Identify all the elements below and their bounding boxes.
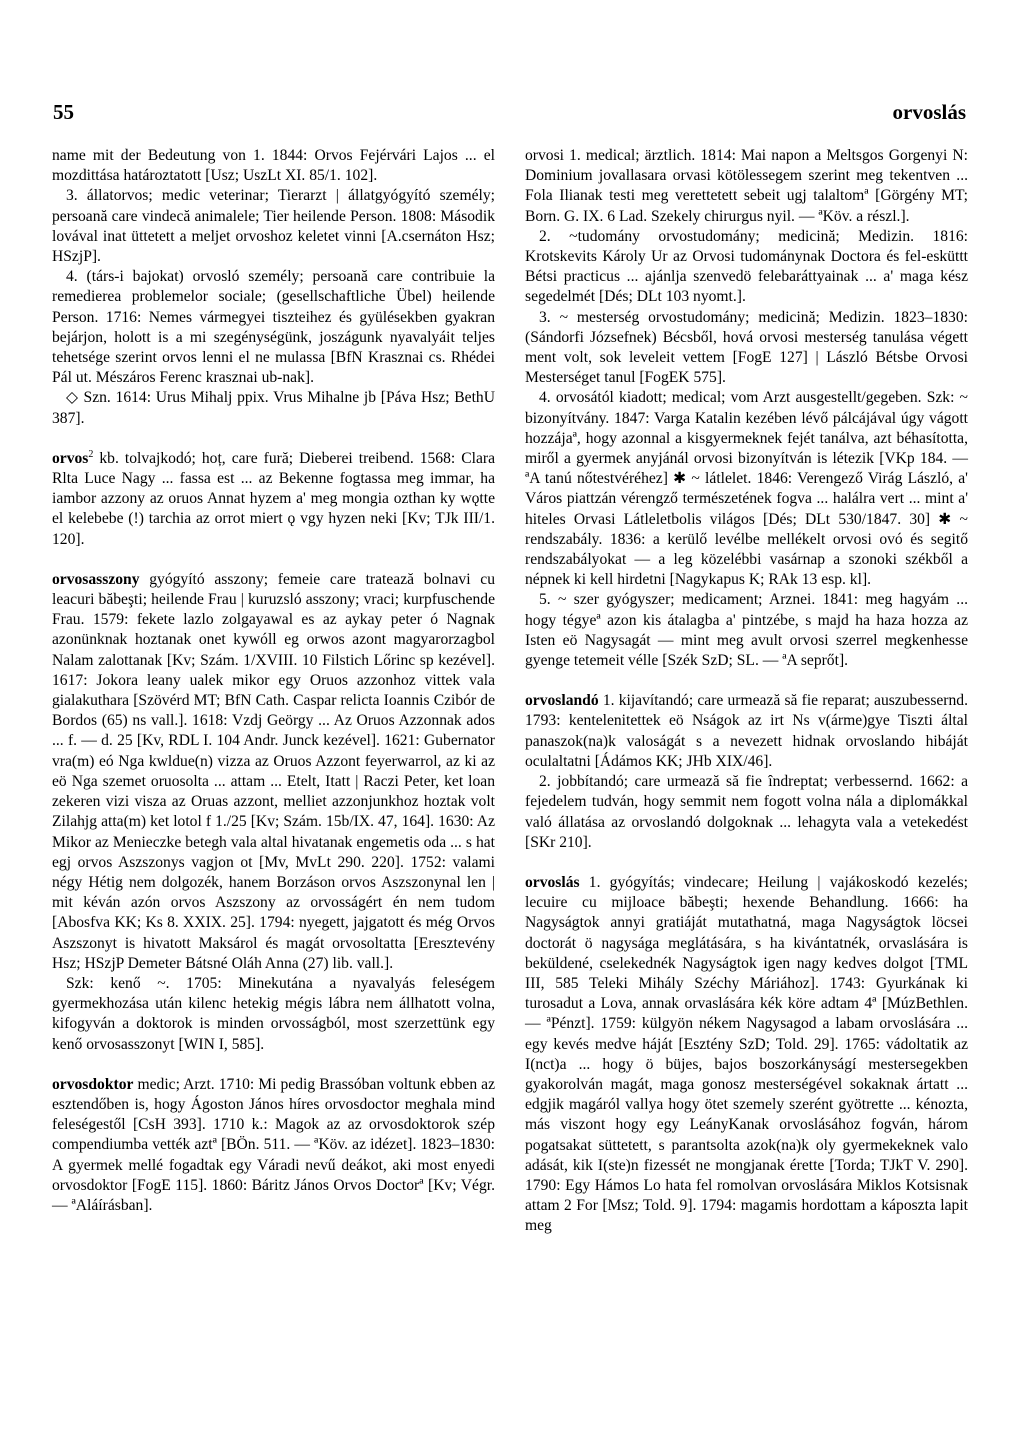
paragraph: ◇ Szn. 1614: Urus Mihalj ppix. Vrus Mihalne jb [Páva Hsz; BethU 387].	[52, 389, 495, 427]
headword: orvosasszony	[52, 570, 140, 588]
paragraph: 2. ~tudomány orvostudomány; medicină; Medizin. 1816: Krotskevits Károly Ur az Orvosi tudománynak Doctora és fel-esküttt Bétsi practicus ... ajánlja szenvedö felebaráttyainak ... a' maga kész segedelmét [Dés; DLt 103 nyomt.].	[525, 227, 968, 306]
left-column	[52, 146, 495, 1236]
entry-orvosasszony	[52, 570, 495, 1055]
page-number: 55	[53, 100, 74, 124]
definition-text: gyógyító asszony; femeie care tratează bolnavi cu leacuri băbeşti; heilende Frau | kuruzsló asszony; vraci; kurpfuschende Frau. 1579: fekete lazlo zolgayawal es az aykay peter ó Nagnak azonünknak hoztanak onet kywóll eg orwos azont magyarorzagbol Nalam zalottanak [Kv; Szám. 1/XVIII. 10 Filstich Lőrinc sp kezével]. 1617: Jokora leany ualek mikor egy Oruos azzonhoz vittek vala gialakuthara [Szövérd MT; BfN Cath. Caspar relicta Ioannis Czibór de Bordos (65) ns vall.]. 1618: Vzdj Geörgy ... Az Oruos Azzonnak ados ... f. — d. 25 [Kv, RDL I. 104 Andr. Junck kezével]. 1621: Gubernator vra(m) eó Nga kwldue(n) vizza az Oruos Azzont feyerwarrol, az ki az eö Nga szemet oruosolta ... attam ... Etelt, Itatt | Raczi Peter, ket loan zekeren vizi visza az Oruas azzont, melliet azzonjunkhoz hoztak volt Zilahjg atta(m) ket lotol f 1./25 [Kv; Szám. 15b/IX. 47, 164]. 1630: Az Mikor az Menieczke betegh vala altal hivatanak engemetis oda ... s hat egj orvos Aszszonys vagjon ot [Mv, MvLt 290. 220]. 1752: valami négy Hétig nem dolgozék, hanem Borzáson orvos Aszszonynal len | mit kéván azón orvos Aszszony az orvosságért én nem tudom [Abosfva KK; Ks 8. XXIX. 25]. 1794: nyegett, jajgatott és még Orvos Aszszonyt is hivatott Maksárol és magát orvosoltatta [Eresztevény Hsz; HSzjP Demeter Bátsné Oláh Anna (27) lib. vall.].	[52, 570, 495, 972]
paragraph: 4. (társ-i bajokat) orvosló személy; persoană care contribuie la remedierea problemelor sociale; (gesellschaftliche Übel) heilende Person. 1716: Nemes vármegyei tiszteihez és gyülésekben gyakran bejárjon, holott is a mi szegénységünk, joszágunk nyavalyáit teljes tehetsége szerint orvos lenni el ne mulassa [BfN Krasznai cs. Rhédei Pál ut. Mészáros Ferenc krasznai ub-nak].	[52, 268, 495, 387]
definition-text: kb. tolvajkodó; hoț, care fură; Dieberei treibend. 1568: Clara Rlta Luce Nagy ... fassa est ... az Bekenne fogtassa meg immar, ha iambor azzony az oruos Annat hyzem a' meg mongia ozthan ky wǫtte el kelebebe (!) tarchia az orrot miert ǫ vgy hyzen neki [Kv; TJk III/1. 120].	[52, 449, 495, 548]
definition-text: 1. kijavítandó; care urmează să fie reparat; auszubessernd. 1793: kentelenitettek eö Nságok az irt Ns v(árme)gye Tiszti által panaszok(na)k valoságát s a nevezett hidnak orvoslando hibáját oculaltatni [Ádámos KK; JHb XIX/46].	[525, 692, 968, 770]
paragraph: 3. ~ mesterség orvostudomány; medicină; Medizin. 1823–1830: (Sándorfi Józsefnek) Bécsből, hová orvosi mesterség tanulása végett ment volt, sok leveleit vettem [FogE 127] | László Bétsbe Orvosi Mesterséget tanul [FogEK 575].	[525, 308, 968, 387]
running-head: orvoslás	[892, 100, 966, 124]
definition-text: 1. gyógyítás; vindecare; Heilung | vajákoskodó kezelés; lecuire cu mijloace băbeşti; hexende Behandlung. 1666: ha Nagyságtok annyi gratiáját mutathatná, maga Nagyságtok löcsei doctorát ö nagysága meglátására, s ha kivántatnék, orvaslására is beküldené, cselekednék Nagyságtok igen nagy kedves dolgot [TML III, 585 Teleki Mihály Széchy Máriához]. 1743: Gyurkának ki turosadut a Lova, annak orvaslására kék köre adtam 4ª [MúzBethlen. — ªPénzt]. 1759: külgyön nékem Nagysagod a labam orvoslására ... egy kevés medve háját [Esztény SzD; Told. 29]. 1765: vádoltatik az I(nct)a ... hogy ö büjes, bajos boszorkányságí mestersegekben gyakorolván magát, maga gonosz mesterségével sokaknak ártatt ... edgjik magáról vallya hogy ötet szemely szerént gyötrette ... kénozta, más viszont hogy egy LeányKanak orvoslásához fogván, három pogatsakat süttetett, s parantsolta azok(na)k oly gyermekeknek valo adását, kik I(ste)n fizessét ne mongjanak érette [Torda; TJkT V. 290]. 1790: Egy Hámos Lo hata fel romolvan orvoslására Miklos Kotsisnak attam 2 For [Msz; Told. 9]. 1794: magamis hordottam a káposzta lapit meg	[525, 873, 968, 1235]
paragraph: 5. ~ szer gyógyszer; medicament; Arznei. 1841: meg hagyám ... hogy tégyeª azon kis átalagba a' pintzébe, s majd ha haza hozza az Isten eö Nagysagát — mint meg avult orvosi szerrel megkenhesse gyenge tetemeit vélle [Szék SzD; SL. — ªA seprőt].	[525, 591, 968, 670]
headword: orvoslandó	[525, 692, 599, 710]
paragraph: orvosi 1. medical; ärztlich. 1814: Mai napon a Meltsgos Gorgenyi N: Dominium jovallasara orvasi kötölessegem szerint meg tekentven ... Fola Ilianak testi meg verettetett sebeit ugj talaltomª [Görgény MT; Born. G. IX. 6 Lad. Szekely chirurgus nyil. — ªKöv. a részl.].	[525, 147, 968, 225]
entry-orvosdoktor	[52, 1075, 495, 1216]
paragraph: 3. állatorvos; medic veterinar; Tierarzt | állatgyógyító személy; persoană care vindecă animalele; Tier heilende Person. 1808: Második lovával inat üttetett a meljet orvoshoz keletet vinni [A.csernáton Hsz; HSzjP].	[52, 187, 495, 266]
entry-orvosi	[525, 146, 968, 671]
paragraph: 4. orvosától kiadott; medical; vom Arzt ausgestellt/gegeben. Szk: ~ bizonyítvány. 1847: Varga Katalin kezében lévő pálcájával úgy vágott hozzájaª, hogy azonnal a kisgyermeknek fejét tanálva, azt béhasította, miről a gyermek anyjánál orvosi bizonyítván is létezik [VKp 184. — ªA tanú nőtestvéréhez] ✱ ~ látlelet. 1846: Verengező Virág László, a' Város piattzán vérengző természetének fogva ... halálra vert ... mint a' hiteles Orvasi Látleletbolis világos [Dés; DLt 530/1847. 30] ✱ ~ rendszabály. 1836: a kerülő levélbe mellékelt orvosi ovó és segitő rendszabályokat — a leg közelébbi vasárnap a szonoki székből a népnek ki kell hirdetni [Nagykapus K; RAk 13 esp. kl].	[525, 389, 968, 589]
entry-orvoslando	[525, 691, 968, 853]
definition-text: medic; Arzt. 1710: Mi pedig Brassóban voltunk ebben az esztendőben is, hogy Ágoston János híres orvosdoctor meghala mind feleségestől [CsH 393]. 1710 k.: Magok az az orvosdoktorok szép compendiumba vették aztª [BÖn. 511. — ªKöv. az idézet]. 1823–1830: A gyermek mellé fogadtak egy Váradi nevű deákot, aki most enyedi orvosdoktor [FogE 115]. 1860: Báritz János Orvos Doctorª [Kv; Végr. — ªAláírásban].	[52, 1075, 495, 1214]
paragraph: name mit der Bedeutung von 1. 1844: Orvos Fejérvári Lajos ... el mozdittása határoztatott [Usz; UszLt XI. 85/1. 102].	[52, 147, 495, 185]
entry-orvos2	[52, 449, 495, 550]
entry-orvoslas	[525, 873, 968, 1237]
homonym-number: 2	[88, 448, 94, 460]
headword: orvoslás	[525, 873, 580, 891]
headword: orvosdoktor	[52, 1075, 134, 1093]
paragraph: Szk: kenő ~. 1705: Minekutána a nyavalyás feleségem gyermekhozása után kilenc hetekig mégis lábra nem állhatott volna, kifogyván a doktorok is minden orvosságból, most szerzettünk egy kenő orvosasszonyt [WIN I, 585].	[52, 974, 495, 1053]
entry-orvos-continued	[52, 146, 495, 429]
headword: orvos	[52, 449, 89, 467]
paragraph: 2. jobbítandó; care urmează să fie îndreptat; verbessernd. 1662: a fejedelem tudván, hogy semmit nem fogott volna nála a diplomákkal való állatása az orvoslandó dolgoknak ... lehagyta vala a vetekedést [SKr 210].	[525, 773, 968, 851]
right-column	[525, 146, 968, 1257]
